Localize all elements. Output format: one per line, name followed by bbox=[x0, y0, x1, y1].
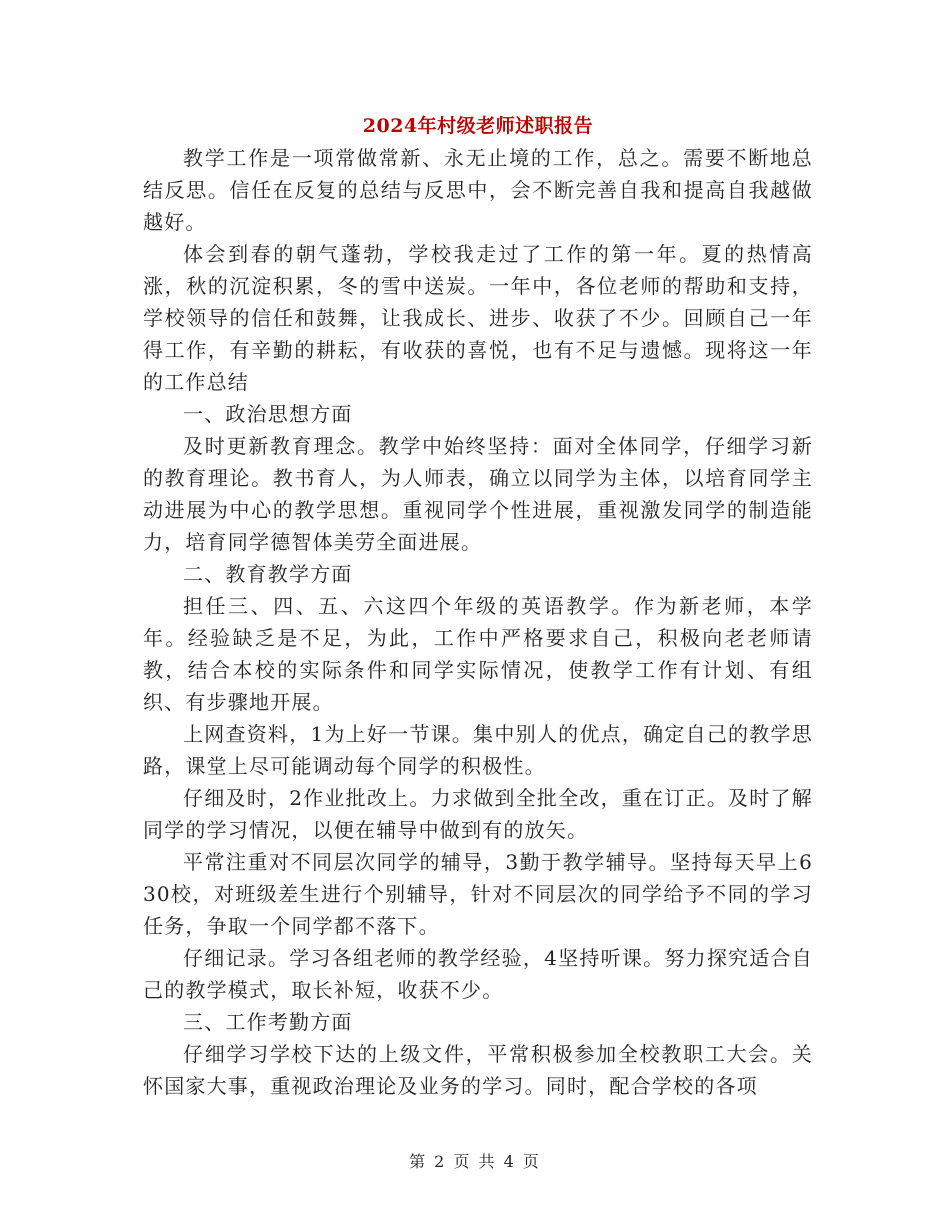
paragraph-tutoring: 平常注重对不同层次同学的辅导，3勤于教学辅导。坚持每天早上630校，对班级差生进行个别辅导，针对不同层次的同学给予不同的学习任务，争取一个同学都不落下。 bbox=[143, 850, 813, 938]
document-title: 2024年村级老师述职报告 bbox=[362, 115, 594, 137]
section-heading-attendance: 三、工作考勤方面 bbox=[183, 1010, 353, 1034]
section-heading-politics: 一、政治思想方面 bbox=[183, 402, 353, 426]
paragraph-lesson-prep: 上网查资料，1为上好一节课。集中别人的优点，确定自己的教学思路，课堂上尽可能调动每个同学的积极性。 bbox=[143, 722, 813, 778]
paragraph-attendance: 仔细学习学校下达的上级文件，平常积极参加全校教职工大会。关怀国家大事，重视政治理论及业务的学习。同时，配合学校的各项 bbox=[143, 1042, 813, 1098]
document-page bbox=[143, 110, 813, 1102]
paragraph-teaching: 担任三、四、五、六这四个年级的英语教学。作为新老师，本学年。经验缺乏是不足，为此，工作中严格要求自己，积极向老老师请教，结合本校的实际条件和同学实际情况，使教学工作有计划、有组织、有步骤地开展。 bbox=[143, 594, 813, 714]
page-footer: 第 2 页 共 4 页 bbox=[409, 1152, 541, 1171]
paragraph-year-review: 体会到春的朝气蓬勃，学校我走过了工作的第一年。夏的热情高涨，秋的沉淀积累，冬的雪中送炭。一年中，各位老师的帮助和支持，学校领导的信任和鼓舞，让我成长、进步、收获了不少。回顾自己一年得工作，有辛勤的耕耘，有收获的喜悦，也有不足与遗憾。现将这一年的工作总结 bbox=[143, 242, 813, 394]
paragraph-politics: 及时更新教育理念。教学中始终坚持：面对全体同学，仔细学习新的教育理论。教书育人，为人师表，确立以同学为主体，以培育同学主动进展为中心的教学思想。重视同学个性进展，重视激发同学的制造能力，培育同学德智体美劳全面进展。 bbox=[143, 434, 813, 554]
paragraph-intro: 教学工作是一项常做常新、永无止境的工作，总之。需要不断地总结反思。信任在反复的总结与反思中，会不断完善自我和提高自我越做越好。 bbox=[143, 146, 813, 234]
section-heading-teaching: 二、教育教学方面 bbox=[183, 562, 353, 586]
paragraph-lesson-observation: 仔细记录。学习各组老师的教学经验，4坚持听课。努力探究适合自己的教学模式，取长补短，收获不少。 bbox=[143, 946, 813, 1002]
paragraph-homework: 仔细及时，2作业批改上。力求做到全批全改，重在订正。及时了解同学的学习情况，以便在辅导中做到有的放矢。 bbox=[143, 786, 813, 842]
